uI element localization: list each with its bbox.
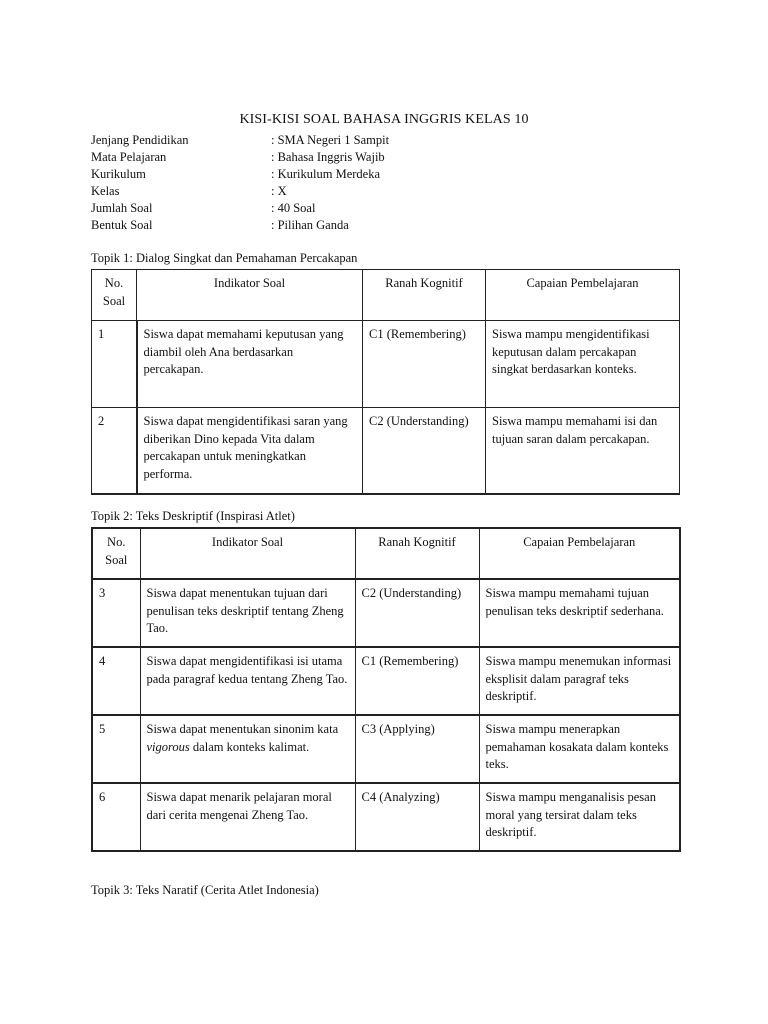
topic-2-heading: Topik 2: Teks Deskriptif (Inspirasi Atlet) bbox=[91, 509, 295, 523]
document-meta bbox=[91, 132, 691, 234]
table-row bbox=[92, 647, 680, 715]
meta-row bbox=[91, 149, 691, 166]
indikator-text-emphasis: vigorous bbox=[146, 739, 190, 754]
meta-value: : Pilihan Ganda bbox=[271, 218, 349, 232]
header-capaian: Capaian Pembelajaran bbox=[479, 528, 680, 579]
cell-capaian: Siswa mampu menganalisis pesan moral yang tersirat dalam teks deskriptif. bbox=[479, 783, 680, 851]
header-no: No. Soal bbox=[92, 528, 140, 579]
meta-label: Mata Pelajaran bbox=[91, 150, 167, 164]
table-header-row bbox=[92, 528, 680, 579]
cell-indikator: Siswa dapat memahami keputusan yang diambil oleh Ana berdasarkan percakapan. bbox=[137, 321, 363, 408]
cell-capaian: Siswa mampu mengidentifikasi keputusan dalam percakapan singkat berdasarkan konteks. bbox=[486, 321, 680, 408]
cell-capaian: Siswa mampu menerapkan pemahaman kosakata dalam konteks teks. bbox=[479, 715, 680, 783]
meta-label: Bentuk Soal bbox=[91, 218, 153, 232]
topic-3-heading: Topik 3: Teks Naratif (Cerita Atlet Indonesia) bbox=[91, 883, 319, 897]
cell-ranah: C2 (Understanding) bbox=[355, 579, 479, 647]
table-row bbox=[92, 715, 680, 783]
cell-indikator bbox=[140, 715, 355, 783]
cell-no: 5 bbox=[92, 715, 140, 783]
cell-no: 6 bbox=[92, 783, 140, 851]
header-ranah: Ranah Kognitif bbox=[355, 528, 479, 579]
meta-value: : 40 Soal bbox=[271, 201, 316, 215]
cell-capaian: Siswa mampu memahami isi dan tujuan saran dalam percakapan. bbox=[486, 408, 680, 494]
table-row bbox=[92, 579, 680, 647]
table-row bbox=[92, 321, 680, 408]
header-indikator: Indikator Soal bbox=[140, 528, 355, 579]
cell-ranah: C4 (Analyzing) bbox=[355, 783, 479, 851]
cell-capaian: Siswa mampu memahami tujuan penulisan teks deskriptif sederhana. bbox=[479, 579, 680, 647]
meta-row bbox=[91, 217, 691, 234]
cell-no: 3 bbox=[92, 579, 140, 647]
header-indikator: Indikator Soal bbox=[137, 270, 363, 321]
cell-no: 4 bbox=[92, 647, 140, 715]
cell-indikator: Siswa dapat mengidentifikasi saran yang diberikan Dino kepada Vita dalam percakapan untuk meningkatkan performa. bbox=[137, 408, 363, 494]
meta-label: Kurikulum bbox=[91, 167, 146, 181]
cell-indikator: Siswa dapat mengidentifikasi isi utama pada paragraf kedua tentang Zheng Tao. bbox=[140, 647, 355, 715]
cell-no: 1 bbox=[92, 321, 137, 408]
table-row bbox=[92, 783, 680, 851]
meta-label: Jenjang Pendidikan bbox=[91, 133, 189, 147]
cell-ranah: C3 (Applying) bbox=[355, 715, 479, 783]
meta-label: Jumlah Soal bbox=[91, 201, 153, 215]
topic-1-table bbox=[91, 269, 680, 495]
meta-label: Kelas bbox=[91, 184, 120, 198]
cell-indikator: Siswa dapat menentukan tujuan dari penulisan teks deskriptif tentang Zheng Tao. bbox=[140, 579, 355, 647]
meta-value: : X bbox=[271, 184, 287, 198]
topic-2-table bbox=[91, 527, 681, 852]
cell-indikator: Siswa dapat menarik pelajaran moral dari cerita mengenai Zheng Tao. bbox=[140, 783, 355, 851]
meta-row bbox=[91, 200, 691, 217]
meta-value: : SMA Negeri 1 Sampit bbox=[271, 133, 390, 147]
topic-1-heading: Topik 1: Dialog Singkat dan Pemahaman Percakapan bbox=[91, 251, 358, 265]
indikator-text-post: dalam konteks kalimat. bbox=[189, 739, 310, 754]
cell-ranah: C1 (Remembering) bbox=[355, 647, 479, 715]
header-ranah: Ranah Kognitif bbox=[363, 270, 486, 321]
meta-row bbox=[91, 183, 691, 200]
meta-value: : Kurikulum Merdeka bbox=[271, 167, 381, 181]
document-title: KISI-KISI SOAL BAHASA INGGRIS KELAS 10 bbox=[239, 112, 529, 127]
cell-no: 2 bbox=[92, 408, 137, 494]
header-capaian: Capaian Pembelajaran bbox=[486, 270, 680, 321]
header-no: No. Soal bbox=[92, 270, 137, 321]
meta-value: : Bahasa Inggris Wajib bbox=[271, 150, 385, 164]
cell-capaian: Siswa mampu menemukan informasi eksplisit dalam paragraf teks deskriptif. bbox=[479, 647, 680, 715]
cell-ranah: C2 (Understanding) bbox=[363, 408, 486, 494]
meta-row bbox=[91, 132, 691, 149]
cell-ranah: C1 (Remembering) bbox=[363, 321, 486, 408]
indikator-text-pre: Siswa dapat menentukan sinonim kata bbox=[146, 722, 339, 736]
meta-row bbox=[91, 166, 691, 183]
table-row bbox=[92, 408, 680, 494]
table-header-row bbox=[92, 270, 680, 321]
